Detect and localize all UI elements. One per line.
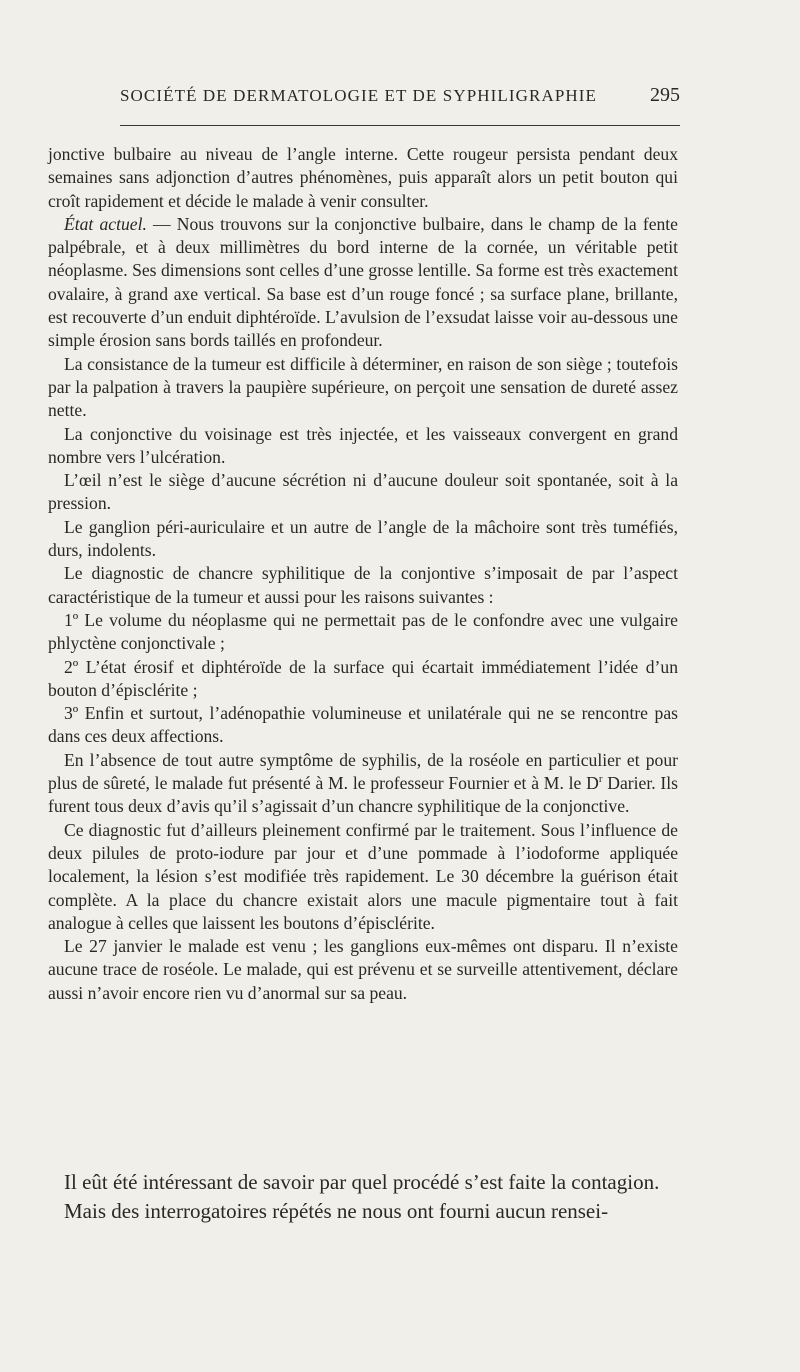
list-item: 3º Enfin et surtout, l’adénopathie volumineuse et unilatérale qui ne se rencontre pas dans ces deux affections. — [48, 703, 678, 747]
paragraph-text: En l’absence de tout autre symptôme de syphilis, de la roséole en particulier et pour plus de sûreté, le malade fut présenté à M. le professeur Fournier et à M. le D — [48, 749, 678, 794]
paragraph: Il eût été intéressant de savoir par quel procédé s’est faite la contagion. — [64, 1170, 660, 1194]
section-label: État actuel. — [64, 213, 147, 234]
page-number: 295 — [650, 84, 680, 106]
paragraph-text: Darier. Ils furent tous deux d’avis qu’il s’agissait d’un chancre syphilitique de la conjonctive. — [48, 773, 678, 817]
large-text — [48, 1168, 678, 1226]
list-item: 2º L’état érosif et diphtéroïde de la surface qui écartait immédiatement l’idée d’un bouton d’épisclérite ; — [48, 656, 678, 700]
paragraph: La consistance de la tumeur est difficile à déterminer, en raison de son siège ; toutefois par la palpation à travers la paupière supérieure, on perçoit une sensation de dureté assez nette. — [48, 353, 678, 421]
paragraph: Ce diagnostic fut d’ailleurs pleinement confirmé par le traitement. Sous l’influence de deux pilules de proto-iodure par jour et d’une pommade à l’iodoforme appliquée localement, la lésion s’est modifiée très rapidement. Le 30 décembre la guérison était complète. A la place du chancre existait alors une macule pigmentaire tout à fait analogue à celles que laissent les boutons d’épisclérite. — [48, 819, 678, 933]
paragraph: La conjonctive du voisinage est très injectée, et les vaisseaux convergent en grand nombre vers l’ulcération. — [48, 423, 678, 467]
paragraph: Mais des interrogatoires répétés ne nous ont fourni aucun rensei- — [64, 1199, 609, 1223]
superscript: r — [598, 773, 603, 786]
header-title: SOCIÉTÉ DE DERMATOLOGIE ET DE SYPHILIGRAPHIE — [120, 86, 598, 105]
paragraph — [48, 749, 678, 819]
paragraph-text: — Nous trouvons sur la conjonctive bulbaire, dans le champ de la fente palpébrale, et à deux millimètres du bord interne de la cornée, un véritable petit néoplasme. Ses dimensions sont celles d’une grosse lentille. Sa forme est très exactement ovalaire, à grand axe vertical. Sa base est d’un rouge foncé ; sa surface plane, brillante, est recouverte d’un enduit diphtéroïde. L’avulsion de l’exsudat laisse voir au-dessous une simple érosion sans bords taillés en profondeur. — [48, 213, 678, 351]
paragraph — [48, 213, 678, 353]
paragraph: Le diagnostic de chancre syphilitique de la conjontive s’imposait de par l’aspect caractéristique de la tumeur et aussi pour les raisons suivantes : — [48, 563, 678, 607]
paragraph: jonctive bulbaire au niveau de l’angle interne. Cette rougeur persista pendant deux semaines sans adjonction d’autres phénomènes, puis apparaît alors un petit bouton qui croît rapidement et décide le malade à venir consulter. — [48, 144, 678, 211]
paragraph: L’œil n’est le siège d’aucune sécrétion ni d’aucune douleur soit spontanée, soit à la pression. — [48, 470, 678, 514]
header-rule — [120, 125, 680, 126]
paragraph: Le 27 janvier le malade est venu ; les ganglions eux-mêmes ont disparu. Il n’existe aucune trace de roséole. Le malade, qui est prévenu et se surveille attentivement, déclare aussi n’avoir encore rien vu d’anormal sur sa peau. — [48, 936, 678, 1003]
list-item: 1º Le volume du néoplasme qui ne permettait pas de le confondre avec une vulgaire phlyctène conjonctivale ; — [48, 609, 678, 654]
paragraph: Le ganglion péri-auriculaire et un autre de l’angle de la mâchoire sont très tuméfiés, durs, indolents. — [48, 516, 678, 561]
running-header — [120, 86, 680, 114]
body-text — [48, 143, 678, 1005]
